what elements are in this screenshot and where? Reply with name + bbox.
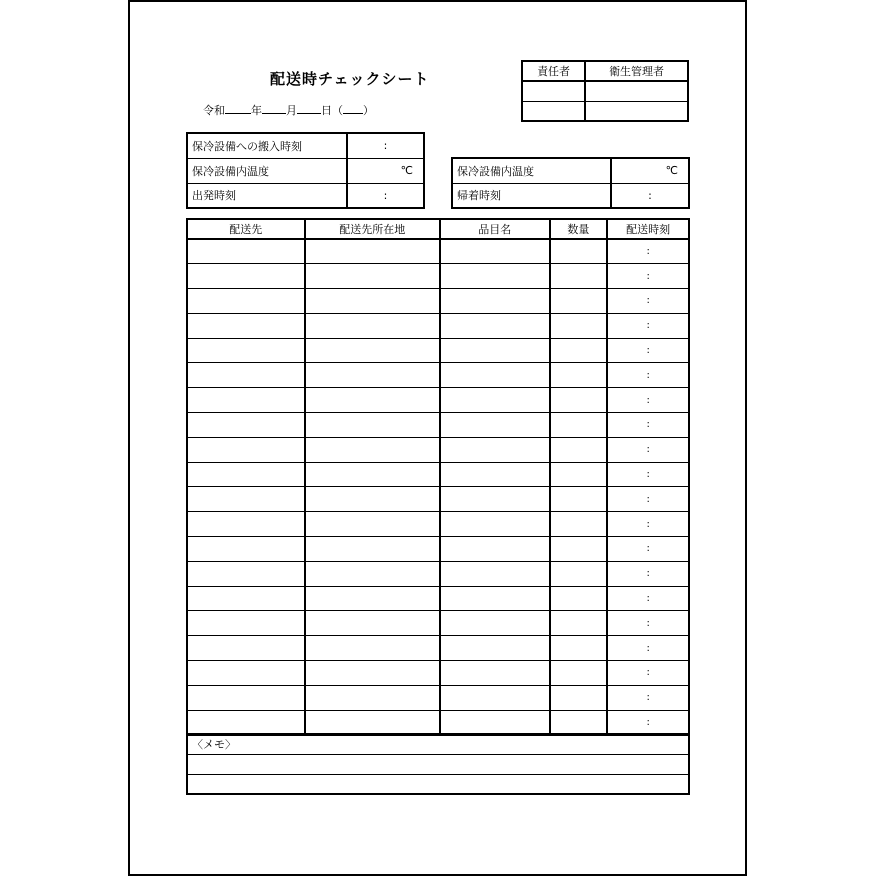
table-row: [187, 512, 689, 537]
quantity-cell[interactable]: [550, 487, 608, 512]
destination-cell[interactable]: [187, 289, 305, 314]
delivery-time-cell[interactable]: :: [607, 661, 689, 686]
destination-cell[interactable]: [187, 239, 305, 264]
address-cell[interactable]: [305, 363, 440, 388]
delivery-time-cell[interactable]: :: [607, 537, 689, 562]
delivery-time-cell[interactable]: :: [607, 487, 689, 512]
quantity-cell[interactable]: [550, 363, 608, 388]
destination-cell[interactable]: [187, 661, 305, 686]
table-row: [187, 313, 689, 338]
quantity-cell[interactable]: [550, 611, 608, 636]
quantity-cell[interactable]: [550, 289, 608, 314]
approval-cell[interactable]: [522, 101, 585, 121]
item-name-cell[interactable]: [440, 462, 550, 487]
approval-cell[interactable]: [585, 101, 688, 121]
address-cell[interactable]: [305, 685, 440, 710]
quantity-cell[interactable]: [550, 661, 608, 686]
memo-table: [186, 733, 690, 795]
item-name-cell[interactable]: [440, 512, 550, 537]
table-row: [187, 264, 689, 289]
header-delivery-time: 配送時刻: [607, 219, 689, 239]
delivery-time-cell[interactable]: :: [607, 239, 689, 264]
weekday-close: ）: [363, 104, 374, 117]
table-row: [187, 487, 689, 512]
address-cell[interactable]: [305, 512, 440, 537]
delivery-time-cell[interactable]: :: [607, 611, 689, 636]
delivery-table: [186, 218, 690, 736]
approval-cell[interactable]: [585, 81, 688, 101]
header-address: 配送先所在地: [305, 219, 440, 239]
quantity-cell[interactable]: [550, 512, 608, 537]
destination-cell[interactable]: [187, 313, 305, 338]
month-blank[interactable]: [262, 104, 286, 114]
item-name-cell[interactable]: [440, 487, 550, 512]
address-cell[interactable]: [305, 710, 440, 735]
table-row: [187, 239, 689, 264]
quantity-cell[interactable]: [550, 264, 608, 289]
destination-cell[interactable]: [187, 611, 305, 636]
delivery-time-cell[interactable]: :: [607, 338, 689, 363]
delivery-time-cell[interactable]: :: [607, 561, 689, 586]
weekday-open: （: [332, 104, 343, 117]
quantity-cell[interactable]: [550, 437, 608, 462]
delivery-time-cell[interactable]: :: [607, 636, 689, 661]
date-day-label: 日: [321, 104, 332, 117]
address-cell[interactable]: [305, 586, 440, 611]
delivery-time-cell[interactable]: :: [607, 413, 689, 438]
address-cell[interactable]: [305, 636, 440, 661]
quantity-cell[interactable]: [550, 388, 608, 413]
item-name-cell[interactable]: [440, 239, 550, 264]
destination-cell[interactable]: [187, 586, 305, 611]
header-quantity: 数量: [550, 219, 608, 239]
quantity-cell[interactable]: [550, 710, 608, 735]
info-value-departure-time[interactable]: :: [347, 183, 424, 208]
sheet-title: 配送時チェックシート: [270, 70, 430, 88]
delivery-time-cell[interactable]: :: [607, 710, 689, 735]
address-cell[interactable]: [305, 313, 440, 338]
item-name-cell[interactable]: [440, 413, 550, 438]
table-row: [187, 685, 689, 710]
item-name-cell[interactable]: [440, 661, 550, 686]
destination-cell[interactable]: [187, 338, 305, 363]
address-cell[interactable]: [305, 289, 440, 314]
info-table-left: [186, 132, 425, 209]
item-name-cell[interactable]: [440, 611, 550, 636]
table-row: [187, 611, 689, 636]
destination-cell[interactable]: [187, 636, 305, 661]
delivery-time-cell[interactable]: :: [607, 512, 689, 537]
address-cell[interactable]: [305, 413, 440, 438]
year-blank[interactable]: [225, 104, 251, 114]
table-row: [187, 338, 689, 363]
info-value-temperature[interactable]: ℃: [347, 158, 424, 183]
item-name-cell[interactable]: [440, 710, 550, 735]
date-line: [203, 102, 374, 118]
address-cell[interactable]: [305, 537, 440, 562]
item-name-cell[interactable]: [440, 636, 550, 661]
destination-cell[interactable]: [187, 710, 305, 735]
item-name-cell[interactable]: [440, 437, 550, 462]
address-cell[interactable]: [305, 661, 440, 686]
info-value-temperature-return[interactable]: ℃: [611, 158, 689, 183]
quantity-cell[interactable]: [550, 239, 608, 264]
date-era: 令和: [203, 104, 225, 117]
delivery-time-cell[interactable]: :: [607, 685, 689, 710]
quantity-cell[interactable]: [550, 313, 608, 338]
address-cell[interactable]: [305, 487, 440, 512]
info-label: 帰着時刻: [452, 183, 611, 208]
item-name-cell[interactable]: [440, 264, 550, 289]
quantity-cell[interactable]: [550, 685, 608, 710]
item-name-cell[interactable]: [440, 586, 550, 611]
destination-cell[interactable]: [187, 537, 305, 562]
item-name-cell[interactable]: [440, 561, 550, 586]
header-destination: 配送先: [187, 219, 305, 239]
info-table-right: [451, 157, 690, 209]
date-month-label: 月: [286, 104, 297, 117]
table-row: [187, 636, 689, 661]
approval-table: [521, 60, 689, 122]
address-cell[interactable]: [305, 462, 440, 487]
table-row: [187, 388, 689, 413]
info-label: 保冷設備への搬入時刻: [187, 133, 347, 158]
info-value-loading-time[interactable]: :: [347, 133, 424, 158]
item-name-cell[interactable]: [440, 685, 550, 710]
address-cell[interactable]: [305, 239, 440, 264]
info-label: 保冷設備内温度: [187, 158, 347, 183]
delivery-time-cell[interactable]: :: [607, 388, 689, 413]
destination-cell[interactable]: [187, 685, 305, 710]
quantity-cell[interactable]: [550, 338, 608, 363]
destination-cell[interactable]: [187, 462, 305, 487]
delivery-time-cell[interactable]: :: [607, 462, 689, 487]
approval-header-hygiene: 衛生管理者: [585, 61, 688, 81]
item-name-cell[interactable]: [440, 289, 550, 314]
table-row: [187, 437, 689, 462]
quantity-cell[interactable]: [550, 537, 608, 562]
destination-cell[interactable]: [187, 561, 305, 586]
info-label: 保冷設備内温度: [452, 158, 611, 183]
delivery-time-cell[interactable]: :: [607, 363, 689, 388]
table-row: [187, 710, 689, 735]
quantity-cell[interactable]: [550, 413, 608, 438]
address-cell[interactable]: [305, 264, 440, 289]
item-name-cell[interactable]: [440, 388, 550, 413]
quantity-cell[interactable]: [550, 561, 608, 586]
table-row: [187, 586, 689, 611]
info-value-return-time[interactable]: :: [611, 183, 689, 208]
delivery-time-cell[interactable]: :: [607, 289, 689, 314]
quantity-cell[interactable]: [550, 636, 608, 661]
address-cell[interactable]: [305, 611, 440, 636]
table-row: [187, 537, 689, 562]
destination-cell[interactable]: [187, 487, 305, 512]
header-item-name: 品目名: [440, 219, 550, 239]
item-name-cell[interactable]: [440, 537, 550, 562]
destination-cell[interactable]: [187, 264, 305, 289]
quantity-cell[interactable]: [550, 586, 608, 611]
item-name-cell[interactable]: [440, 363, 550, 388]
delivery-time-cell[interactable]: :: [607, 437, 689, 462]
table-row: [187, 363, 689, 388]
info-label: 出発時刻: [187, 183, 347, 208]
table-row: [187, 561, 689, 586]
weekday-blank[interactable]: [343, 104, 363, 114]
date-year-label: 年: [251, 104, 262, 117]
day-blank[interactable]: [297, 104, 321, 114]
address-cell[interactable]: [305, 437, 440, 462]
destination-cell[interactable]: [187, 437, 305, 462]
table-row: [187, 661, 689, 686]
destination-cell[interactable]: [187, 512, 305, 537]
approval-cell[interactable]: [522, 81, 585, 101]
table-row: [187, 413, 689, 438]
destination-cell[interactable]: [187, 413, 305, 438]
item-name-cell[interactable]: [440, 313, 550, 338]
table-row: [187, 289, 689, 314]
address-cell[interactable]: [305, 338, 440, 363]
item-name-cell[interactable]: [440, 338, 550, 363]
address-cell[interactable]: [305, 561, 440, 586]
approval-header-manager: 責任者: [522, 61, 585, 81]
destination-cell[interactable]: [187, 388, 305, 413]
delivery-time-cell[interactable]: :: [607, 313, 689, 338]
delivery-time-cell[interactable]: :: [607, 264, 689, 289]
memo-line[interactable]: [187, 774, 689, 794]
delivery-time-cell[interactable]: :: [607, 586, 689, 611]
address-cell[interactable]: [305, 388, 440, 413]
memo-label: 〈メモ〉: [187, 734, 689, 754]
destination-cell[interactable]: [187, 363, 305, 388]
table-row: [187, 462, 689, 487]
quantity-cell[interactable]: [550, 462, 608, 487]
memo-line[interactable]: [187, 754, 689, 774]
